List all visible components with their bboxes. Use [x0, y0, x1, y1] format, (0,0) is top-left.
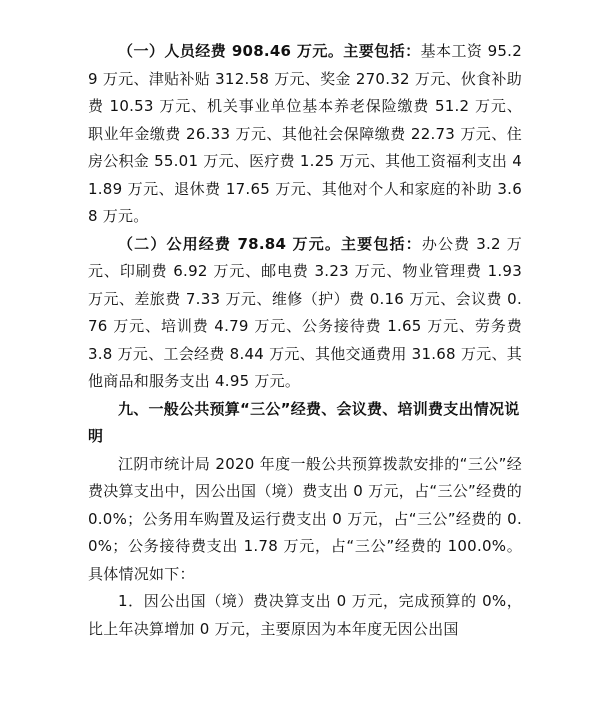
personnel-expense-lead: （一）人员经费 908.46 万元。主要包括： — [118, 42, 421, 60]
public-expense-details: 办公费 3.2 万元、印刷费 6.92 万元、邮电费 3.23 万元、物业管理费 1.93 万元、差旅费 7.33 万元、维修（护）费 0.16 万元、会议费 0.76 万元、培训费 4.79 万元、公务接待费 1.65 万元、劳务费 3.8 万元、工会经费 8.44 万元、其他交通费用 31.68 万元、其他商品和服务支出 4.95 万元。 — [88, 234, 522, 390]
overseas-travel-paragraph: 1．因公出国（境）费决算支出 0 万元，完成预算的 0%，比上年决算增加 0 万元，主要原因为本年度无因公出国 — [88, 592, 522, 638]
section-heading: 九、一般公共预算“三公”经费、会议费、培训费支出情况说明 — [88, 399, 520, 445]
personnel-expense-paragraph — [88, 38, 522, 231]
public-expense-paragraph — [88, 231, 522, 396]
public-expense-lead: （二）公用经费 78.84 万元。主要包括： — [118, 234, 422, 253]
document-body — [88, 38, 522, 643]
three-public-summary-paragraph: 江阴市统计局 2020 年度一般公共预算拨款安排的“三公”经费决算支出中，因公出国（境）费支出 0 万元，占“三公”经费的 0.0%；公务用车购置及运行费支出 0 万元，占“三公”经费的 0.0%；公务接待费支出 1.78 万元，占“三公”经费的 100.0%。具体情况如下： — [88, 454, 522, 583]
personnel-expense-details: 基本工资 95.29 万元、津贴补贴 312.58 万元、奖金 270.32 万元、伙食补助费 10.53 万元、机关事业单位基本养老保险缴费 51.2 万元、职业年金缴费 26.33 万元、其他社会保障缴费 22.73 万元、住房公积金 55.01 万元、医疗费 1.25 万元、其他工资福利支出 41.89 万元、退休费 17.65 万元、其他对个人和家庭的补助 3.68 万元。 — [88, 42, 522, 225]
